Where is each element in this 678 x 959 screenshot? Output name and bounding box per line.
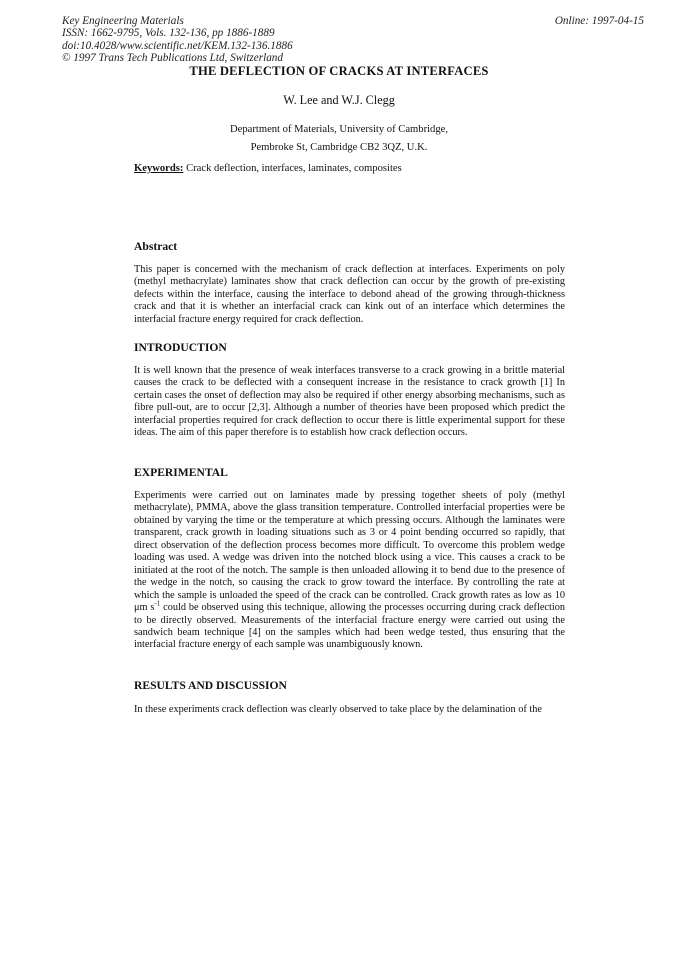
results-heading: RESULTS AND DISCUSSION — [134, 679, 287, 692]
online-date: Online: 1997-04-15 — [554, 15, 644, 27]
introduction-text: It is well known that the presence of weak interfaces transverse to a crack growing in a brittle material causes the crack to be deflected with a consequent increase in the resistance to crack growth [1] In certain cases the onset of deflection may also be required if other energy absorbing mechanisms, such as fibre pull-out, are to occur [2,3]. Although a number of theories have been proposed which predict the interfacial properties required for crack deflection to occur there is little experimental support for these ideas. The aim of this paper therefore is to establish how crack deflection occurs. — [134, 365, 565, 439]
results-text: In these experiments crack deflection was clearly observed to take place by the delamination of the — [134, 704, 542, 715]
doi-line: doi:10.4028/www.scientific.net/KEM.132-136.1886 — [62, 39, 293, 52]
journal-name: Key Engineering Materials — [62, 15, 184, 27]
experimental-text — [134, 490, 565, 652]
experimental-superscript: -1 — [154, 599, 161, 608]
affiliation-line-2: Pembroke St, Cambridge CB2 3QZ, U.K. — [250, 142, 428, 153]
affiliation — [0, 121, 678, 157]
keywords-label: Keywords: — [134, 163, 184, 174]
paper-title: THE DEFLECTION OF CRACKS AT INTERFACES — [189, 64, 489, 78]
issn-line: ISSN: 1662-9795, Vols. 132-136, pp 1886-1889 — [62, 27, 275, 40]
journal-header — [62, 15, 293, 65]
experimental-heading: EXPERIMENTAL — [134, 466, 228, 479]
paper-authors: W. Lee and W.J. Clegg — [283, 93, 395, 107]
affiliation-line-1: Department of Materials, University of Cambridge, — [230, 124, 448, 135]
abstract-heading: Abstract — [134, 240, 178, 253]
keywords-text: Crack deflection, interfaces, laminates, composites — [183, 163, 402, 174]
abstract-text: This paper is concerned with the mechanism of crack deflection at interfaces. Experiments on poly (methyl methacrylate) laminates show that crack deflection can occur by the growth of pre-existing defects within the interface, causing the interface to debond ahead of the growing through-thickness crack and that it is whether an interfacial crack can kink out of an interface which determines the interfacial fracture energy required for crack deflection. — [134, 264, 565, 325]
experimental-text-part-2: could be observed using this technique, allowing the processes occurring during crack deflection to be directly observed. Measurements of the interfacial fracture energy were carried out using the sandwich beam technique [4] on the samples which had been wedge tested, thus ensuring that the interfacial fracture energy of each sample was unambiguously known. — [134, 602, 565, 651]
copyright-line: © 1997 Trans Tech Publications Ltd, Switzerland — [62, 52, 283, 65]
keywords — [134, 163, 402, 174]
introduction-heading: INTRODUCTION — [134, 341, 227, 354]
experimental-text-part-1: Experiments were carried out on laminates made by pressing together sheets of poly (methyl methacrylate), PMMA, above the glass transition temperature. Controlled interfacial properties were be obtained by varying the time or the temperature at which pressing occurs. Although the laminates were transparent, crack growth in loading situations such as 3 or 4 point bending occurred so rapidly, that direct observation of the deflection process becomes more difficult. To overcome this problem wedge loading was used. A wedge was driven into the notched block using a vice. This causes a crack to be initiated at the root of the notch. The sample is then unloaded allowing it to bend due to the presence of the wedge in the notch, so causing the crack to grow toward the interface. By controlling the rate at which the sample is unloaded the speed of the crack can be controlled. Crack growth rates as low as 10 μm s — [134, 490, 565, 614]
